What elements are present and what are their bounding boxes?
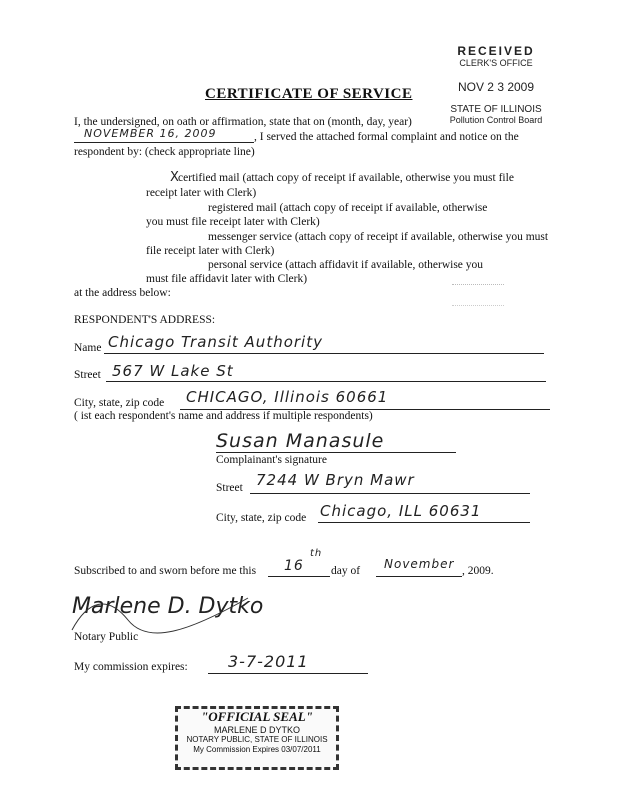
sworn-day-suffix: th [310,548,323,559]
expires-value: 3-7-2011 [228,652,309,671]
complainant-city: Chicago, ILL 60631 [320,502,482,520]
name-label: Name [74,342,102,354]
complainant-street-line [250,493,530,494]
sworn-month-line [376,576,462,577]
stamp-state: STATE OF ILLINOIS [450,104,542,115]
seal-heading: "OFFICIAL SEAL" [201,709,313,724]
street-line [106,381,546,382]
service-date-line [74,142,254,143]
seal-name: MARLENE D DYTKO [213,725,300,735]
complainant-sig-label: Complainant's signature [216,454,327,466]
seal-line3: My Commission Expires 03/07/2011 [193,745,321,754]
option-messenger-a: messenger service (attach copy of receipt if available, otherwise you must [208,231,549,243]
stamp-date: NOV 2 3 2009 [457,80,535,94]
notary-signature-flourish [68,590,268,636]
complainant-city-label: City, state, zip code [216,512,307,524]
address-below: at the address below: [74,287,171,299]
complainant-city-line [318,522,530,523]
complainant-sig-line [216,452,456,453]
complainant-street: 7244 W Bryn Mawr [256,471,415,489]
sworn-prefix: Subscribed to and sworn before me this [74,565,257,577]
faint-mark [452,284,504,306]
stamp-board: Pollution Control Board [449,115,543,125]
respondent-city: CHICAGO, Illinois 60661 [186,388,389,406]
stamp-received: RECEIVED [457,44,535,58]
certified-check-mark: X [170,170,180,185]
option-personal-a: personal service (attach affidavit if available, otherwise you [208,259,484,271]
city-label: City, state, zip code [74,397,165,409]
respondent-note: ( ist each respondent's name and address if multiple respondents) [74,410,373,422]
name-line [104,353,544,354]
option-personal-b: must file affidavit later with Clerk) [146,273,308,285]
option-registered-b: you must file receipt later with Clerk) [146,216,320,228]
notary-signature: Marlene D. Dytko [72,594,264,619]
respondent-heading: RESPONDENT'S ADDRESS: [74,314,216,326]
complainant-signature: Susan Manasule [216,430,385,452]
intro-line2: , I served the attached formal complaint and notice on the [254,131,519,143]
page-title: CERTIFICATE OF SERVICE [205,86,413,102]
sworn-day: 16 [284,558,304,574]
intro-line3: respondent by: (check appropriate line) [74,146,255,158]
respondent-name: Chicago Transit Authority [108,333,323,351]
intro-line1: I, the undersigned, on oath or affirmation, state that on (month, day, year) [74,116,412,128]
sworn-suffix: , 2009. [462,565,494,577]
stamp-clerks-office: CLERK'S OFFICE [459,58,533,68]
service-date: NOVEMBER 16, 2009 [84,127,217,140]
option-registered-a: registered mail (attach copy of receipt if available, otherwise [208,202,488,214]
expires-label: My commission expires: [74,661,188,673]
option-certified-b: receipt later with Clerk) [146,187,257,199]
sworn-day-line [268,576,330,577]
street-label: Street [74,369,101,381]
sworn-middle: day of [331,565,361,577]
official-seal [175,706,339,770]
option-certified-a: certified mail (attach copy of receipt if available, otherwise you must file [178,172,514,184]
received-stamp [436,44,556,125]
option-messenger-b: file receipt later with Clerk) [146,245,275,257]
complainant-street-label: Street [216,482,243,494]
expires-line [208,673,368,674]
sworn-month: November [384,557,455,571]
notary-label: Notary Public [74,631,139,643]
seal-line2: NOTARY PUBLIC, STATE OF ILLINOIS [186,735,328,744]
respondent-street: 567 W Lake St [112,362,234,380]
